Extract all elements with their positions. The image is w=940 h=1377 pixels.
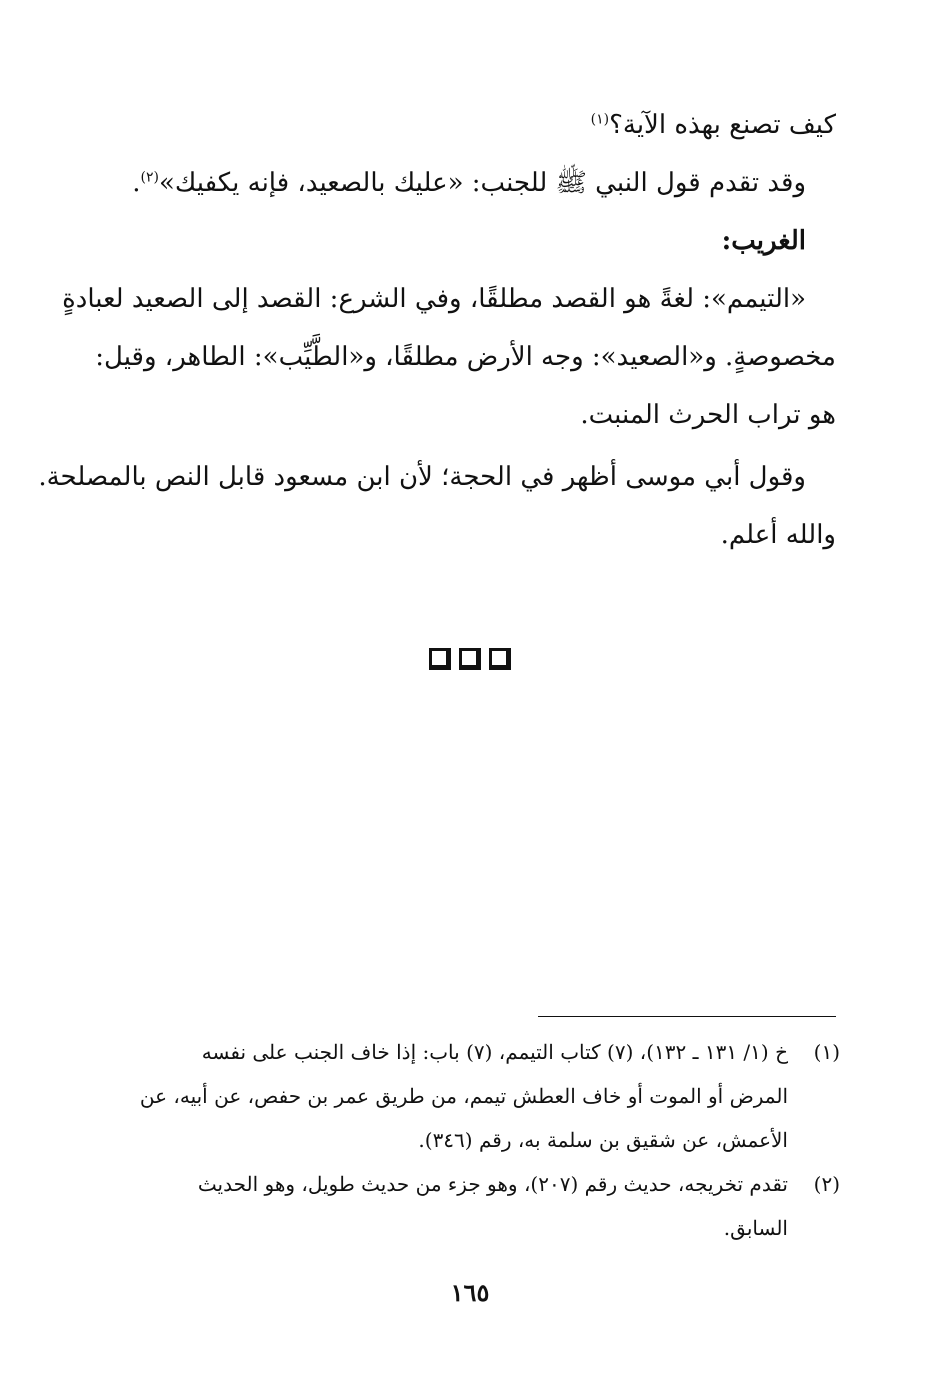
footnote-number: (٢): [813, 1172, 840, 1196]
footnote-text: [128, 1030, 788, 1162]
section-heading: الغريب:: [721, 226, 806, 256]
period: .: [132, 168, 141, 198]
footnote-line: خ (١/ ١٣١ ـ ١٣٢)، (٧) كتاب التيمم، (٧) باب: إذا خاف الجنب على نفسه: [201, 1040, 788, 1064]
footnote-text: [128, 1162, 788, 1250]
hadith-text: وقد تقدم قول النبي ﷺ للجنب: «عليك بالصعيد، فإنه يكفيك»: [158, 168, 806, 198]
section-end-ornament: [0, 648, 940, 670]
page-number: ١٦٥: [450, 1278, 490, 1307]
footnote-line: الأعمش، عن شقيق بن سلمة به، رقم (٣٤٦).: [418, 1128, 788, 1152]
footnote-separator: [538, 1016, 836, 1017]
text-line: [122, 96, 836, 154]
footnote-line: السابق.: [723, 1216, 788, 1240]
main-text: [38, 96, 836, 564]
text-line: وقول أبي موسى أظهر في الحجة؛ لأن ابن مسعود قابل النص بالمصلحة.: [38, 462, 806, 492]
ornament-square: [459, 648, 481, 670]
footnote-line: تقدم تخريجه، حديث رقم (٢٠٧)، وهو جزء من حديث طويل، وهو الحديث: [197, 1172, 788, 1196]
text-line: «التيمم»: لغةً هو القصد مطلقًا، وفي الشرع: القصد إلى الصعيد لعبادةٍ: [62, 284, 806, 314]
footnote-number: (١): [813, 1040, 840, 1064]
footnote-ref: (١): [590, 111, 610, 128]
footnote-line: المرض أو الموت أو خاف العطش تيمم، من طريق عمر بن حفص، عن أبيه، عن: [139, 1084, 788, 1108]
question-text: كيف تصنع بهذه الآية؟: [609, 110, 836, 140]
text-line: والله أعلم.: [720, 520, 836, 550]
footnote-item: [128, 1030, 840, 1162]
ornament-square: [429, 648, 451, 670]
footnote-item: [128, 1162, 840, 1250]
text-line: [122, 154, 836, 212]
footnotes: [128, 1030, 840, 1250]
text-line: هو تراب الحرث المنبت.: [580, 400, 836, 430]
ornament-square: [489, 648, 511, 670]
text-line: مخصوصةٍ. و«الصعيد»: وجه الأرض مطلقًا، و«الطَّيِّب»: الطاهر، وقيل:: [95, 342, 836, 372]
footnote-ref: (٢): [140, 169, 159, 186]
